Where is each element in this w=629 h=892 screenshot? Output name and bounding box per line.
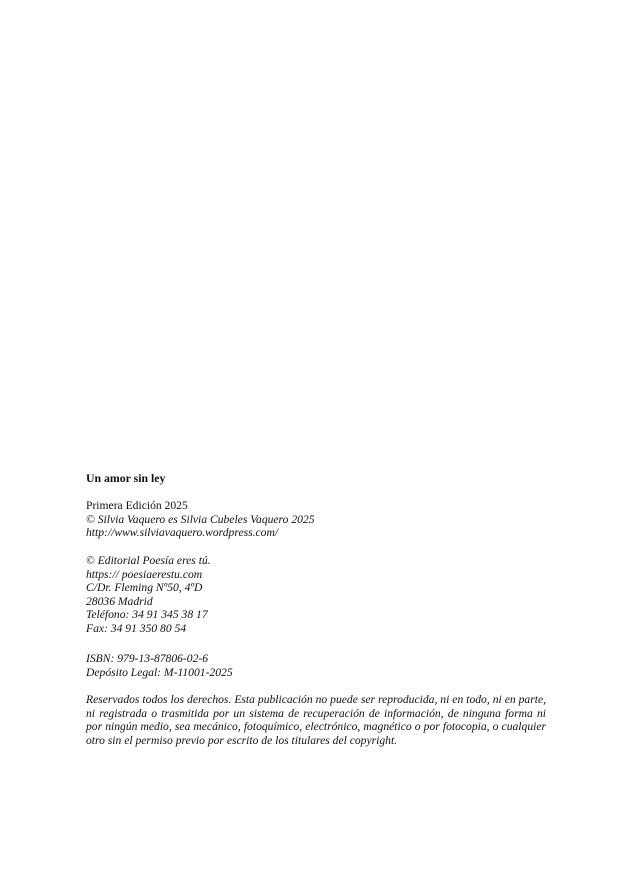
publisher-city: 28036 Madrid (86, 594, 153, 608)
legal-block (86, 652, 548, 679)
publisher-name: © Editorial Poesía eres tú. (86, 554, 211, 567)
legal-deposit: Depósito Legal: M-11001-2025 (86, 665, 233, 679)
book-title: Un amor sin ley (86, 471, 166, 485)
publisher-phone: Teléfono: 34 91 345 38 17 (86, 608, 208, 622)
publisher-fax: Fax: 34 91 350 80 54 (86, 621, 187, 635)
edition-block (86, 499, 548, 540)
book-title-block (86, 472, 548, 486)
publisher-url: https:// poesiaerestu.com (86, 567, 203, 581)
author-copyright: © Silvia Vaquero es Silvia Cubeles Vaquero 2025 (86, 512, 315, 526)
publisher-block (86, 554, 548, 636)
isbn: ISBN: 979-13-87806-02-6 (86, 652, 209, 665)
edition-line: Primera Edición 2025 (86, 499, 188, 512)
publisher-street: C/Dr. Fleming Nº50, 4ºD (86, 581, 203, 595)
rights-notice: Reservados todos los derechos. Esta publicación no puede ser reproducida, ni en todo, ni en parte, ni registrada o trasmitida por un sistema de recuperación de información, de ninguna forma ni por ningún medio, sea mecánico, fotoquímico, electrónico, magnético o por fotocopia, o cualquier otro sin el permiso previo por escrito de los titulares del copyright. (86, 693, 546, 747)
author-website: http://www.silviavaquero.wordpress.com/ (86, 526, 279, 540)
